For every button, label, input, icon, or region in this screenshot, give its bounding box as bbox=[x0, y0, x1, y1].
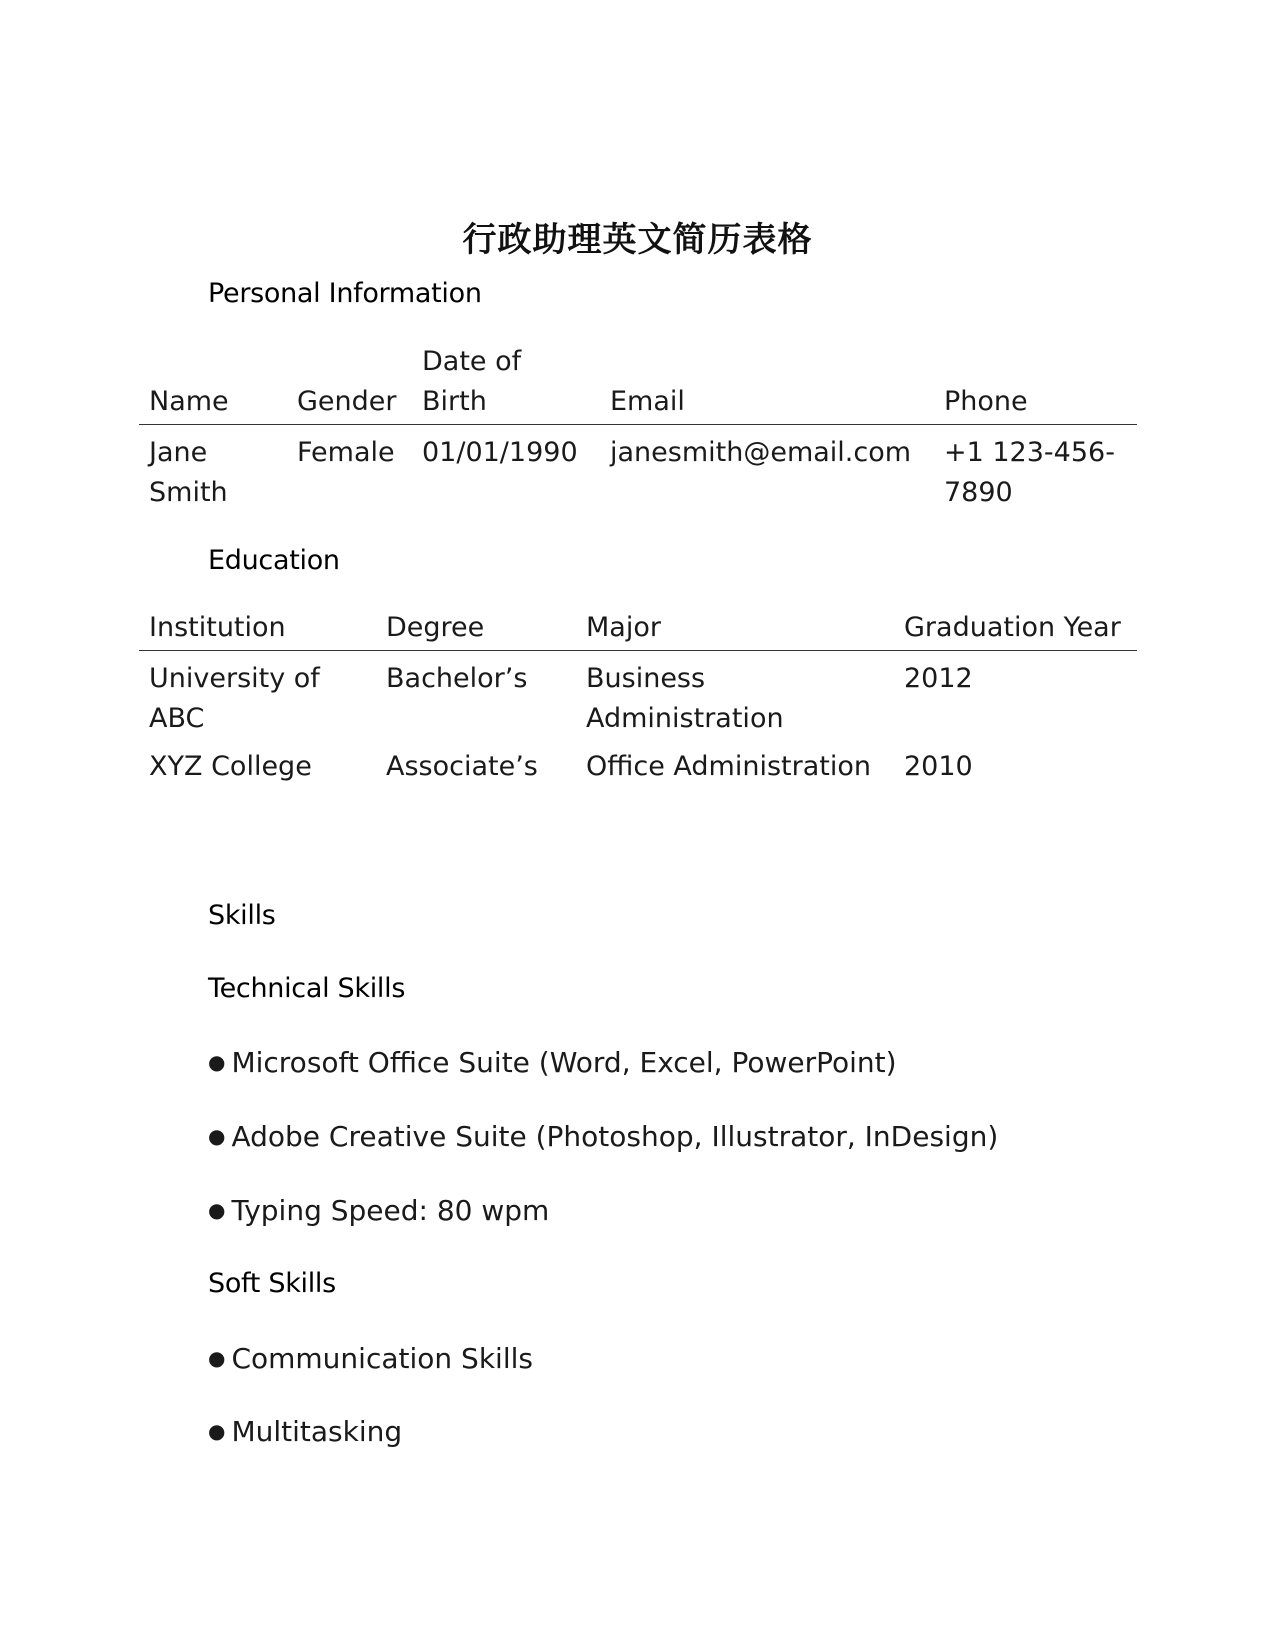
table-row bbox=[139, 425, 1137, 514]
cell-institution: XYZ College bbox=[149, 751, 312, 782]
personal-info-heading: Personal Information bbox=[208, 278, 482, 309]
cell-name: Jane Smith bbox=[149, 437, 228, 508]
personal-info-table bbox=[139, 342, 1137, 513]
table-row bbox=[139, 651, 1137, 740]
education-heading: Education bbox=[208, 545, 340, 576]
column-header-major: Major bbox=[576, 608, 894, 651]
column-header-name: Name bbox=[139, 342, 287, 425]
list-item: ● Typing Speed: 80 wpm bbox=[208, 1194, 550, 1227]
cell-institution: University of ABC bbox=[149, 663, 320, 734]
list-item: ● Multitasking bbox=[208, 1415, 403, 1448]
bullet-icon: ● bbox=[208, 1050, 226, 1074]
column-header-dob: Date of Birth bbox=[412, 342, 600, 425]
cell-phone: +1 123-456-7890 bbox=[944, 437, 1115, 508]
cell-graduation-year: 2012 bbox=[904, 663, 973, 694]
column-header-institution: Institution bbox=[139, 608, 376, 651]
list-item: ● Adobe Creative Suite (Photoshop, Illustrator, InDesign) bbox=[208, 1120, 999, 1153]
cell-gender: Female bbox=[297, 437, 395, 468]
table-header-row bbox=[139, 342, 1137, 425]
skills-heading: Skills bbox=[208, 900, 276, 931]
column-header-degree: Degree bbox=[376, 608, 576, 651]
document-title: 行政助理英文简历表格 bbox=[462, 220, 813, 260]
list-item: ● Microsoft Office Suite (Word, Excel, PowerPoint) bbox=[208, 1046, 897, 1079]
bullet-icon: ● bbox=[208, 1198, 226, 1222]
list-item: ● Communication Skills bbox=[208, 1342, 533, 1375]
table-header-row bbox=[139, 608, 1137, 651]
cell-graduation-year: 2010 bbox=[904, 751, 973, 782]
column-header-graduation-year: Graduation Year bbox=[894, 608, 1137, 651]
column-header-phone: Phone bbox=[934, 342, 1137, 425]
cell-degree: Associate’s bbox=[386, 751, 538, 782]
bullet-icon: ● bbox=[208, 1346, 226, 1370]
cell-degree: Bachelor’s bbox=[386, 663, 528, 694]
cell-dob: 01/01/1990 bbox=[422, 437, 578, 468]
bullet-icon: ● bbox=[208, 1124, 226, 1148]
technical-skills-heading: Technical Skills bbox=[208, 973, 406, 1004]
column-header-gender: Gender bbox=[287, 342, 412, 425]
cell-major: Business Administration bbox=[586, 663, 784, 734]
soft-skills-heading: Soft Skills bbox=[208, 1268, 336, 1299]
table-row bbox=[139, 739, 1137, 787]
bullet-icon: ● bbox=[208, 1419, 226, 1443]
cell-email: janesmith@email.com bbox=[610, 437, 912, 468]
cell-major: Office Administration bbox=[586, 751, 871, 782]
education-table bbox=[139, 608, 1137, 787]
column-header-email: Email bbox=[600, 342, 934, 425]
